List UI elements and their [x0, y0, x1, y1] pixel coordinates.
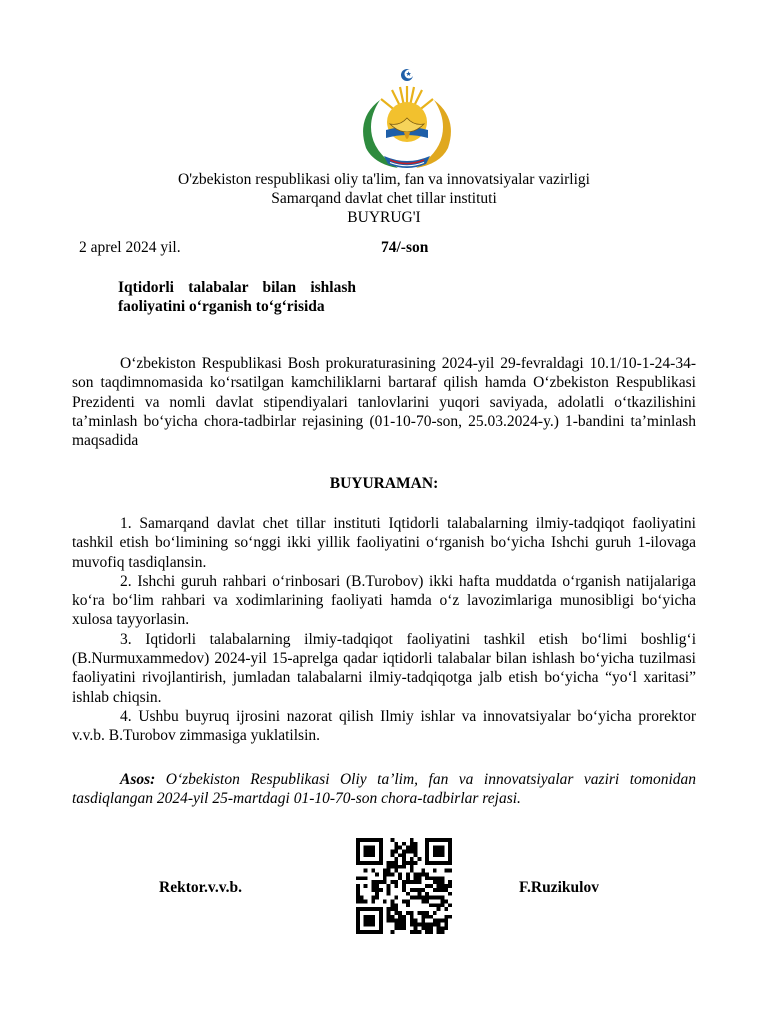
signatory-name: F.Ruzikulov	[519, 879, 599, 896]
basis-label: Asos:	[120, 771, 156, 788]
preamble	[72, 354, 696, 450]
order-item-4: 4. Ushbu buyruq ijrosini nazorat qilish Ilmiy ishlar va innovatsiyalar bo‘yicha prorektor v.v.b. B.Turobov zimmasiga yuklatilsin.	[72, 707, 696, 745]
qr-code	[352, 838, 456, 934]
order-item-2: 2. Ishchi guruh rahbari o‘rinbosari (B.Turobov) ikki hafta muddatda o‘rganish natijalariga ko‘ra bo‘lim rahbari va xodimlarining faoliyati hamda o‘z lavozimlariga munosibligi bo‘yicha xulosa tayyorlasin.	[72, 572, 696, 629]
ministry-name: O'zbekiston respublikasi oliy ta'lim, fan va innovatsiyalar vazirligi	[178, 171, 590, 188]
order-items	[72, 514, 696, 746]
preamble-text: O‘zbekiston Respublikasi Bosh prokuraturasining 2024-yil 29-fevraldagi 10.1/10-1-24-34-son taqdimnomasida ko‘rsatilgan kamchiliklarni bartaraf qilish hamda O‘zbekiston Respublikasi Prezidenti va nomli davlat stipendiyalari tanlovlarini yuqori saviyada, adolatli o‘tkazilishini ta’minlash bo‘yicha chora-tadbirlar rejasining (01-10-70-son, 25.03.2024-y.) 1-bandini ta’minlash maqsadida	[72, 355, 696, 450]
order-subject: Iqtidorli talabalar bilan ishlash faoliyatini o‘rganish to‘g‘risida	[118, 279, 356, 315]
order-heading: BUYURAMAN:	[329, 475, 439, 492]
order-number: 74/-son	[381, 239, 429, 256]
order-item-3: 3. Iqtidorli talabalarning ilmiy-tadqiqot faoliyatini tashkil etish bo‘limi boshlig‘i (B.Nurmuxammedov) 2024-yil 15-aprelga qadar iqtidorli talabalar bilan ishlash bo‘yicha tuzilmasi faoliyatini rivojlantirish, jumladan talabalarni ilmiy-tadqiqotga jalb etish bo‘yicha “yo‘l xaritasi” ishlab chiqsin.	[72, 630, 696, 706]
basis-text: O‘zbekiston Respublikasi Oliy ta’lim, fan va innovatsiyalar vaziri tomonidan tasdiqlangan 2024-yil 25-martdagi 01-10-70-son chora-tadbirlar rejasi.	[72, 771, 696, 808]
basis-note	[72, 770, 696, 809]
order-date: 2 aprel 2024 yil.	[79, 239, 181, 256]
state-emblem	[350, 66, 464, 172]
signatory-title: Rektor.v.v.b.	[159, 879, 242, 896]
order-item-1: 1. Samarqand davlat chet tillar instituti Iqtidorli talabalarning ilmiy-tadqiqot faoliyatini tashkil etish bo‘limining so‘nggi ikki yillik faoliyatini o‘rganish bo‘yicha Ishchi guruh 1-ilovaga muvofiq tasdiqlansin.	[72, 515, 696, 571]
institute-name: Samarqand davlat chet tillar instituti	[271, 190, 497, 207]
document-type: BUYRUG'I	[347, 209, 421, 226]
